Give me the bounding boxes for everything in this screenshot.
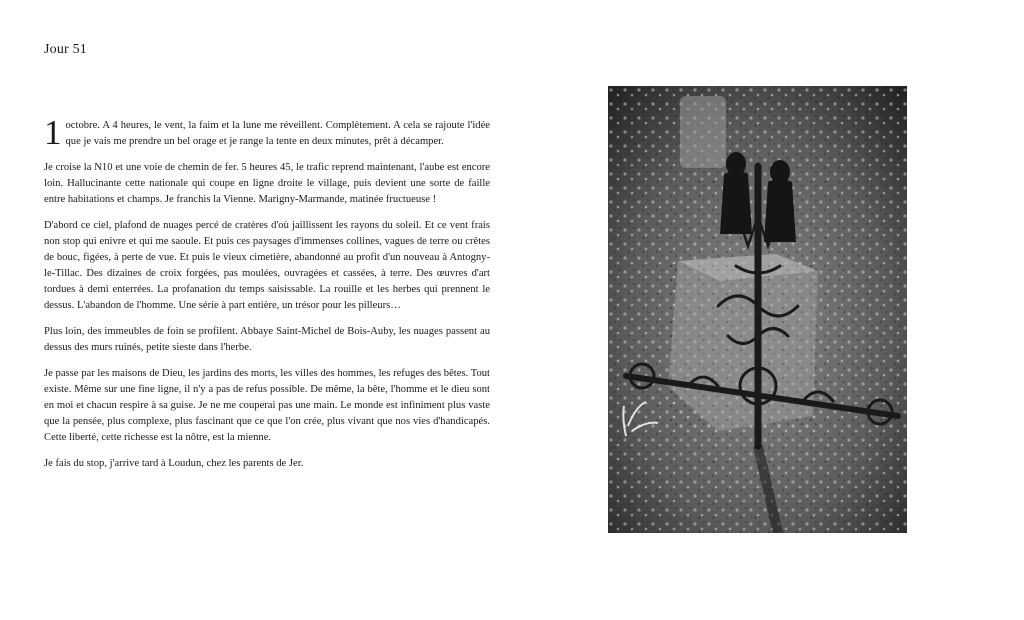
paragraph-2: Je croise la N10 et une voie de chemin de fer. 5 heures 45, le trafic reprend maintenant, l'aube est encore loin. Hallucinante cette nationale qui coupe en ligne droite le village, puis devient une sorte de faille entre habitations et champs. Je franchis la Vienne. Marigny-Marmande, matinée fructueuse ! bbox=[44, 162, 490, 205]
paragraph-1 bbox=[44, 113, 490, 152]
paragraph-1-text: octobre. A 4 heures, le vent, la faim et la lune me réveillent. Complètement. A cela se rajoute l'idée que je vais me prendre un bel orage et je range la tente en deux minutes, prêt à décamper. bbox=[65, 120, 490, 147]
paragraph-6: Je fais du stop, j'arrive tard à Loudun, chez les parents de Jer. bbox=[44, 458, 304, 469]
cemetery-cross-photo bbox=[608, 86, 907, 533]
paragraph-3: D'abord ce ciel, plafond de nuages percé de cratères d'où jaillissent les rayons du soleil. Et ce vent frais non stop qui enivre et qui me saoule. Et puis ces paysages d'immenses collines, vagues de terre ou crêtes de bouc, figées, à perte de vue. Et puis le vieux cimetière, abandonné au profit d'un nouveau à Antogny-le-Tillac. Des dizaines de croix forgées, pas moulées, ouvragées et cassées, à terre. Des œuvres d'art tordues à demi enterrées. La profanation du temps saisissable. La rouille et les herbes qui prennent le dessus. L'abandon de l'homme. Une série à part entière, un trésor pour les pilleurs… bbox=[44, 220, 490, 311]
drop-cap: 1 bbox=[44, 113, 62, 152]
wrought-iron-cross-photo-icon bbox=[608, 86, 907, 533]
paragraph-5: Je passe par les maisons de Dieu, les jardins des morts, les villes des hommes, les refuges des bêtes. Tout existe. Même sur une fine ligne, il n'y a pas de refus possible. De même, la bête, l'homme et le dieu sont en moi et chacun respire à sa guise. Je ne me couperai pas une main. Le monde est infiniment plus vaste que la pensée, plus complexe, plus fascinant que ce que l'on crée, plus vivant que nos vies d'handicapés. Cette liberté, cette richesse est la nôtre, est la mienne. bbox=[44, 368, 490, 443]
journal-text bbox=[44, 113, 490, 482]
paragraph-4: Plus loin, des immeubles de foin se profilent. Abbaye Saint-Michel de Bois-Auby, les nuages passent au dessus des murs ruinés, petite sieste dans l'herbe. bbox=[44, 326, 490, 353]
page-title: Jour 51 bbox=[44, 42, 88, 57]
